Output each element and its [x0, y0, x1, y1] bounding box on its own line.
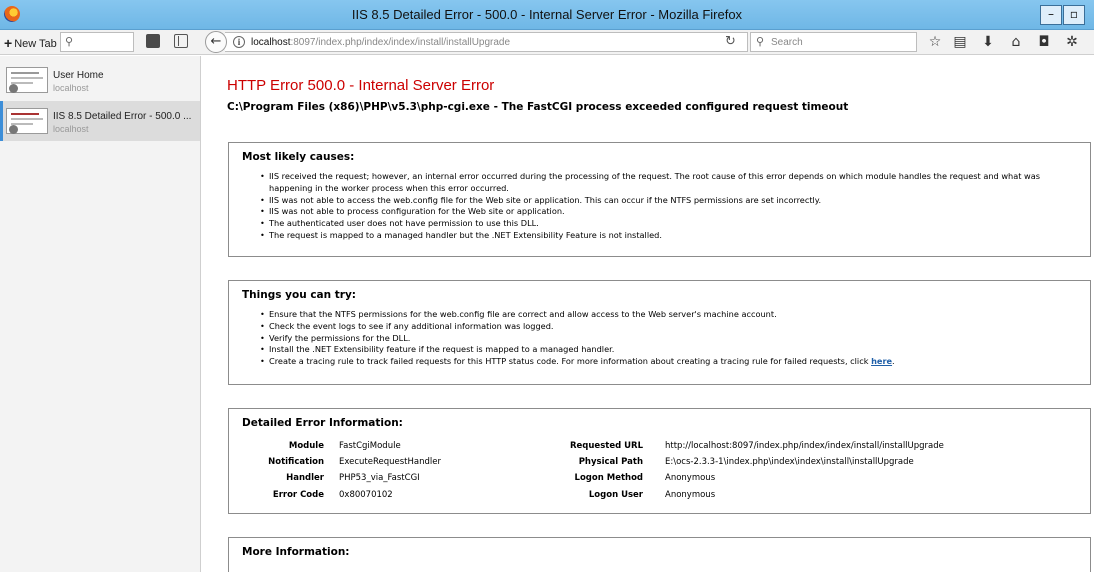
try-box — [228, 280, 1091, 385]
try-list — [269, 309, 1079, 368]
detail-key: Module — [288, 441, 324, 451]
detail-key: Logon Method — [574, 473, 643, 483]
sidebar-toggle-icon[interactable] — [146, 34, 160, 48]
detail-key: Handler — [286, 473, 324, 483]
list-item: • Install the .NET Extensibility feature if the request is mapped to a managed handler. — [269, 344, 1079, 356]
details-box — [228, 408, 1091, 514]
list-item — [269, 356, 1079, 368]
detail-value: http://localhost:8097/index.php/index/index/install/installUpgrade — [665, 441, 944, 451]
tab-thumbnail — [6, 67, 48, 93]
new-tab-label: New Tab — [14, 38, 57, 50]
address-host: localhost — [251, 37, 291, 48]
detail-key: Requested URL — [569, 441, 643, 451]
home-icon[interactable]: ⌂ — [1011, 34, 1021, 50]
search-icon: ⚲ — [756, 35, 765, 48]
new-tab-button[interactable] — [4, 35, 57, 51]
minimize-button[interactable]: – — [1040, 5, 1062, 25]
tracing-suffix: . — [892, 356, 895, 367]
page-content — [202, 56, 1094, 572]
search-icon: ⚲ — [65, 35, 74, 48]
window-title-bar — [0, 0, 1094, 30]
sidebar-tab-title: IIS 8.5 Detailed Error - 500.0 ... — [53, 111, 192, 122]
detail-value: Anonymous — [665, 490, 716, 500]
plus-icon: + — [4, 35, 13, 51]
table-row — [229, 473, 1089, 487]
maximize-button[interactable]: ▫ — [1063, 5, 1085, 25]
download-icon[interactable]: ⬇ — [982, 34, 994, 50]
browser-toolbar — [0, 30, 1094, 55]
detail-key: Logon User — [588, 490, 643, 500]
causes-list — [269, 171, 1079, 242]
tab-thumbnail — [6, 108, 48, 134]
back-icon[interactable]: ← — [205, 31, 227, 53]
tracing-text: Create a tracing rule to track failed requests for this HTTP status code. For more information about creating a tracing rule for failed requests, click — [269, 356, 872, 367]
try-title: Things you can try: — [242, 289, 357, 301]
list-item: • Verify the permissions for the DLL. — [269, 333, 1079, 345]
sidebar-layout-icon[interactable] — [174, 34, 188, 48]
address-url[interactable] — [251, 37, 510, 48]
causes-title: Most likely causes: — [242, 151, 355, 163]
more-info-title: More Information: — [242, 546, 350, 558]
list-item: • IIS received the request; however, an internal error occurred during the processing of the request. The root cause of this error depends on which module handles the request and what was happening in the worker process when this error occurred. — [269, 171, 1079, 195]
details-title: Detailed Error Information: — [242, 417, 403, 429]
window-title: IIS 8.5 Detailed Error - 500.0 - Internal Server Error - Mozilla Firefox — [351, 7, 743, 22]
list-item: • IIS was not able to process configuration for the Web site or application. — [269, 206, 1079, 218]
table-row — [229, 441, 1089, 455]
search-placeholder: Search — [771, 37, 803, 48]
search-input[interactable] — [750, 32, 917, 52]
page-title: HTTP Error 500.0 - Internal Server Error — [227, 77, 495, 94]
globe-icon — [9, 84, 18, 93]
info-icon[interactable]: i — [233, 36, 245, 48]
address-bar[interactable] — [225, 32, 748, 52]
sidebar-tab-host: localhost — [53, 83, 89, 93]
detail-value: ExecuteRequestHandler — [339, 457, 441, 467]
address-path: :8097/index.php/index/index/install/installUpgrade — [290, 37, 511, 48]
page-subtitle: C:\Program Files (x86)\PHP\v5.3\php-cgi.exe - The FastCGI process exceeded configured request timeout — [227, 101, 849, 113]
detail-value: Anonymous — [665, 473, 716, 483]
reading-list-icon[interactable]: ▤ — [953, 34, 967, 50]
list-item: • Ensure that the NTFS permissions for the web.config file are correct and allow access to the Web server's machine account. — [269, 309, 1079, 321]
sidebar-tab-error-page[interactable] — [0, 101, 200, 141]
detail-value: 0x80070102 — [339, 490, 393, 500]
sidebar-tab-user-home[interactable] — [0, 60, 200, 100]
table-row — [229, 457, 1089, 471]
tab-sidebar — [0, 56, 201, 572]
tab-search-input[interactable] — [60, 32, 134, 52]
detail-value: FastCgiModule — [339, 441, 401, 451]
list-item: • The request is mapped to a managed handler but the .NET Extensibility Feature is not installed. — [269, 230, 1079, 242]
detail-value: E:\ocs-2.3.3-1\index.php\index\index\install\installUpgrade — [665, 457, 914, 467]
extension-icon[interactable]: ✲ — [1066, 34, 1078, 50]
here-link[interactable]: here — [871, 356, 893, 367]
list-item: • IIS was not able to access the web.config file for the Web site or application. This can occur if the NTFS permissions are set incorrectly. — [269, 195, 1079, 207]
causes-box — [228, 142, 1091, 257]
list-item: • Check the event logs to see if any additional information was logged. — [269, 321, 1079, 333]
detail-key: Notification — [268, 457, 324, 467]
pocket-icon[interactable]: ◘ — [1038, 34, 1050, 50]
bookmark-star-icon[interactable]: ☆ — [928, 34, 942, 50]
detail-key: Error Code — [272, 490, 324, 500]
detail-key: Physical Path — [578, 457, 643, 467]
sidebar-tab-host: localhost — [53, 124, 89, 134]
reload-icon[interactable]: ↻ — [725, 34, 736, 49]
globe-icon — [9, 125, 18, 134]
table-row — [229, 490, 1089, 504]
detail-value: PHP53_via_FastCGI — [339, 473, 420, 483]
sidebar-tab-title: User Home — [53, 70, 104, 81]
list-item: • The authenticated user does not have permission to use this DLL. — [269, 218, 1079, 230]
more-info-box — [228, 537, 1091, 572]
